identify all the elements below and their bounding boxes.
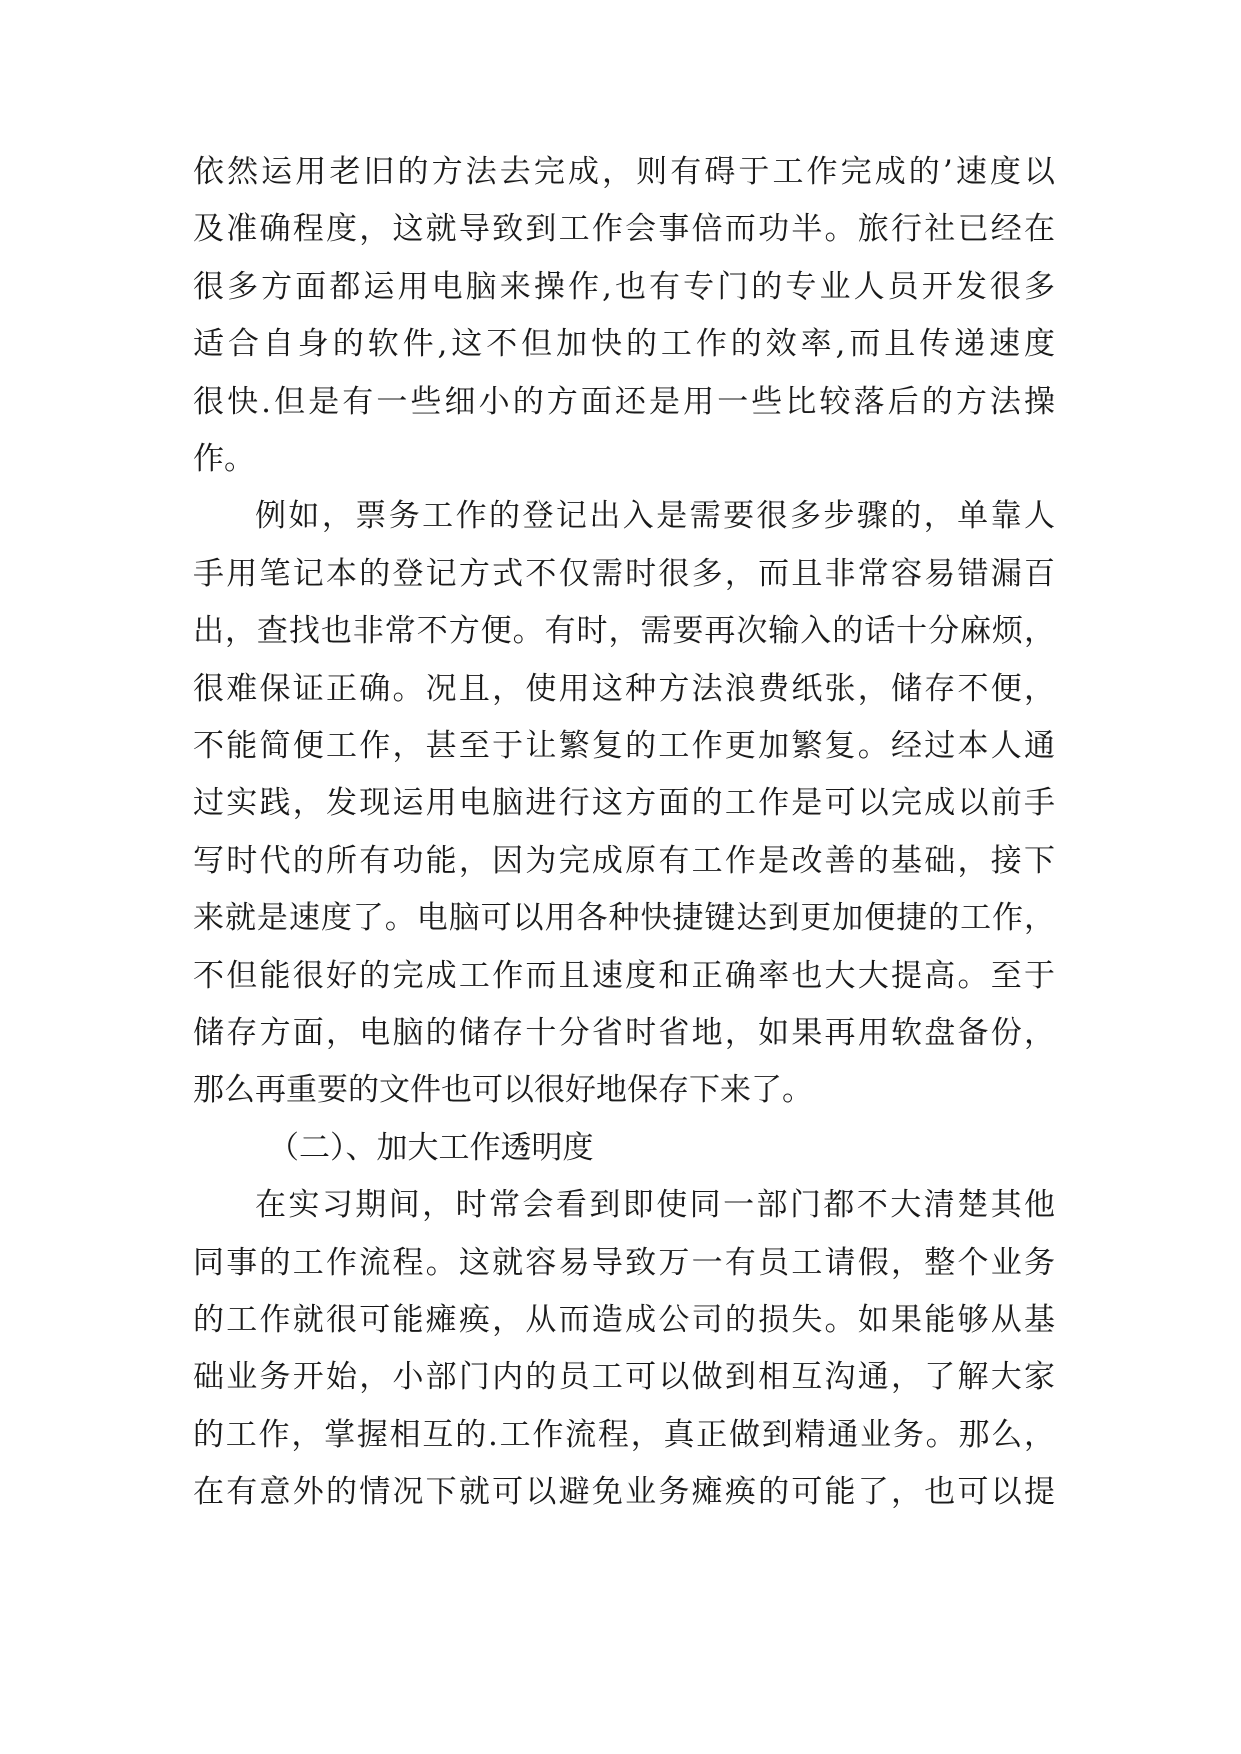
body-text-line: 不但能很好的完成工作而且速度和正确率也大大提高。至于 (193, 957, 1055, 994)
section-heading: （二）、加大工作透明度 (268, 1129, 594, 1166)
body-text-line: 例如，票务工作的登记出入是需要很多步骤的，单靠人 (255, 498, 1055, 535)
body-text-line: 同事的工作流程。这就容易导致万一有员工请假，整个业务 (193, 1244, 1055, 1281)
body-text-line: 写时代的所有功能，因为完成原有工作是改善的基础，接下 (193, 842, 1055, 879)
body-text-line: 的工作，掌握相互的.工作流程，真正做到精通业务。那么， (193, 1416, 1055, 1453)
body-text-line: 在有意外的情况下就可以避免业务瘫痪的可能了，也可以提 (193, 1474, 1055, 1511)
body-text-line: 储存方面，电脑的储存十分省时省地，如果再用软盘备份， (193, 1015, 1055, 1051)
body-text-line: 依然运用老旧的方法去完成，则有碍于工作完成的’速度以 (193, 154, 1055, 190)
body-text-line: 础业务开始，小部门内的员工可以做到相互沟通，了解大家 (193, 1359, 1055, 1396)
body-text-line: 很多方面都运用电脑来操作,也有专门的专业人员开发很多 (193, 268, 1055, 305)
body-text-line: 在实习期间，时常会看到即使同一部门都不大清楚其他 (255, 1187, 1055, 1224)
body-text-line: 很难保证正确。况且，使用这种方法浪费纸张，储存不便， (193, 670, 1055, 707)
body-text-line: 手用笔记本的登记方式不仅需时很多，而且非常容易错漏百 (193, 555, 1055, 592)
body-text-line: 及准确程度，这就导致到工作会事倍而功半。旅行社已经在 (193, 211, 1055, 248)
body-text-line: 很快.但是有一些细小的方面还是用一些比较落后的方法操 (193, 383, 1055, 420)
body-text-line: 作。 (193, 441, 255, 477)
body-text-line: 来就是速度了。电脑可以用各种快捷键达到更加便捷的工作， (193, 900, 1055, 937)
body-text-line: 出，查找也非常不方便。有时，需要再次输入的话十分麻烦， (193, 613, 1055, 650)
body-text-line: 过实践，发现运用电脑进行这方面的工作是可以完成以前手 (193, 785, 1055, 822)
body-text-line: 的工作就很可能瘫痪，从而造成公司的损失。如果能够从基 (193, 1302, 1055, 1338)
body-text-line: 那么再重要的文件也可以很好地保存下来了。 (193, 1072, 813, 1109)
body-text-line: 适合自身的软件,这不但加快的工作的效率,而且传递速度 (193, 326, 1055, 363)
body-text-line: 不能简便工作，甚至于让繁复的工作更加繁复。经过本人通 (193, 728, 1055, 764)
